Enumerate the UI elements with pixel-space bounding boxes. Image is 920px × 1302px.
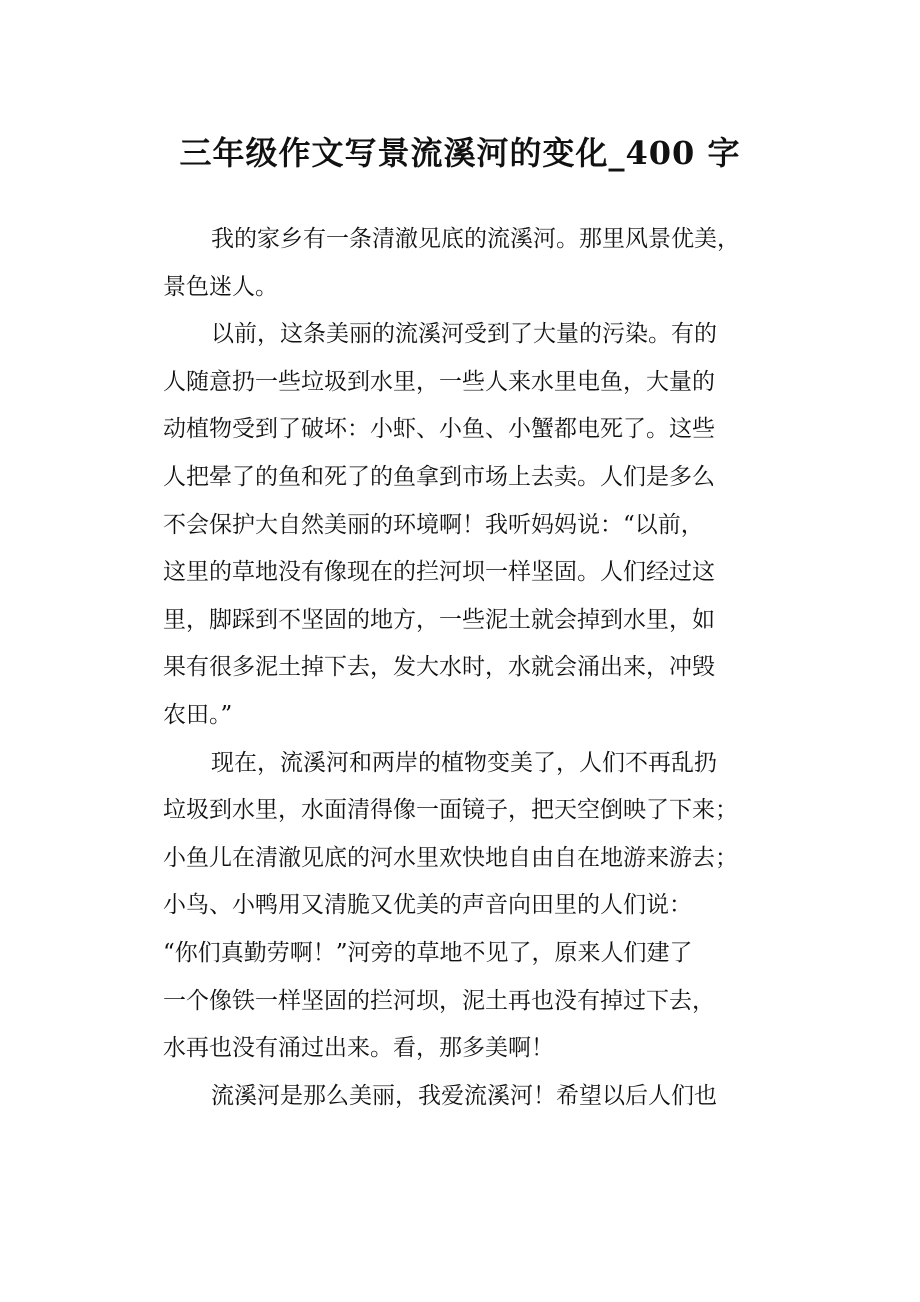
essay-body (163, 216, 763, 1120)
document-title: 三年级作文写景流溪河的变化_400 字 (179, 134, 741, 172)
paragraph-line: 小鸟、小鸭用又清脆又优美的声音向田里的人们说： (163, 892, 692, 919)
paragraph-line: 里，脚踩到不坚固的地方，一些泥土就会掉到水里，如 (163, 606, 715, 633)
paragraph-line: 景色迷人。 (163, 273, 278, 300)
paragraph-line: 一个像铁一样坚固的拦河坝，泥土再也没有掉过下去， (163, 987, 715, 1014)
paragraph-line: 水再也没有涌过出来。看，那多美啊！ (163, 1035, 554, 1062)
paragraph-line: 不会保护大自然美丽的环境啊！我听妈妈说：“以前， (163, 511, 704, 538)
paragraph-line: 人把晕了的鱼和死了的鱼拿到市场上去卖。人们是多么 (163, 463, 715, 490)
paragraph-line: 我的家乡有一条清澈见底的流溪河。那里风景优美， (211, 226, 740, 252)
paragraph-line: 动植物受到了破坏：小虾、小鱼、小蟹都电死了。这些 (163, 416, 715, 443)
paragraph-line: 这里的草地没有像现在的拦河坝一样坚固。人们经过这 (163, 559, 715, 586)
paragraph-line: 人随意扔一些垃圾到水里，一些人来水里电鱼，大量的 (163, 368, 715, 395)
paragraph-line: 果有很多泥土掉下去，发大水时，水就会涌出来，冲毁 (163, 654, 715, 681)
paragraph-line: 农田。” (163, 701, 233, 728)
paragraph-line: 现在，流溪河和两岸的植物变美了，人们不再乱扔 (211, 749, 717, 776)
paragraph-line: 以前，这条美丽的流溪河受到了大量的污染。有的 (211, 321, 717, 348)
paragraph-line: 流溪河是那么美丽，我爱流溪河！希望以后人们也 (211, 1082, 717, 1109)
paragraph-line: 小鱼儿在清澈见底的河水里欢快地自由自在地游来游去； (163, 844, 738, 871)
paragraph-line: 垃圾到水里，水面清得像一面镜子，把天空倒映了下来； (163, 797, 738, 824)
paragraph-line: “你们真勤劳啊！”河旁的草地不见了，原来人们建了 (163, 939, 693, 966)
